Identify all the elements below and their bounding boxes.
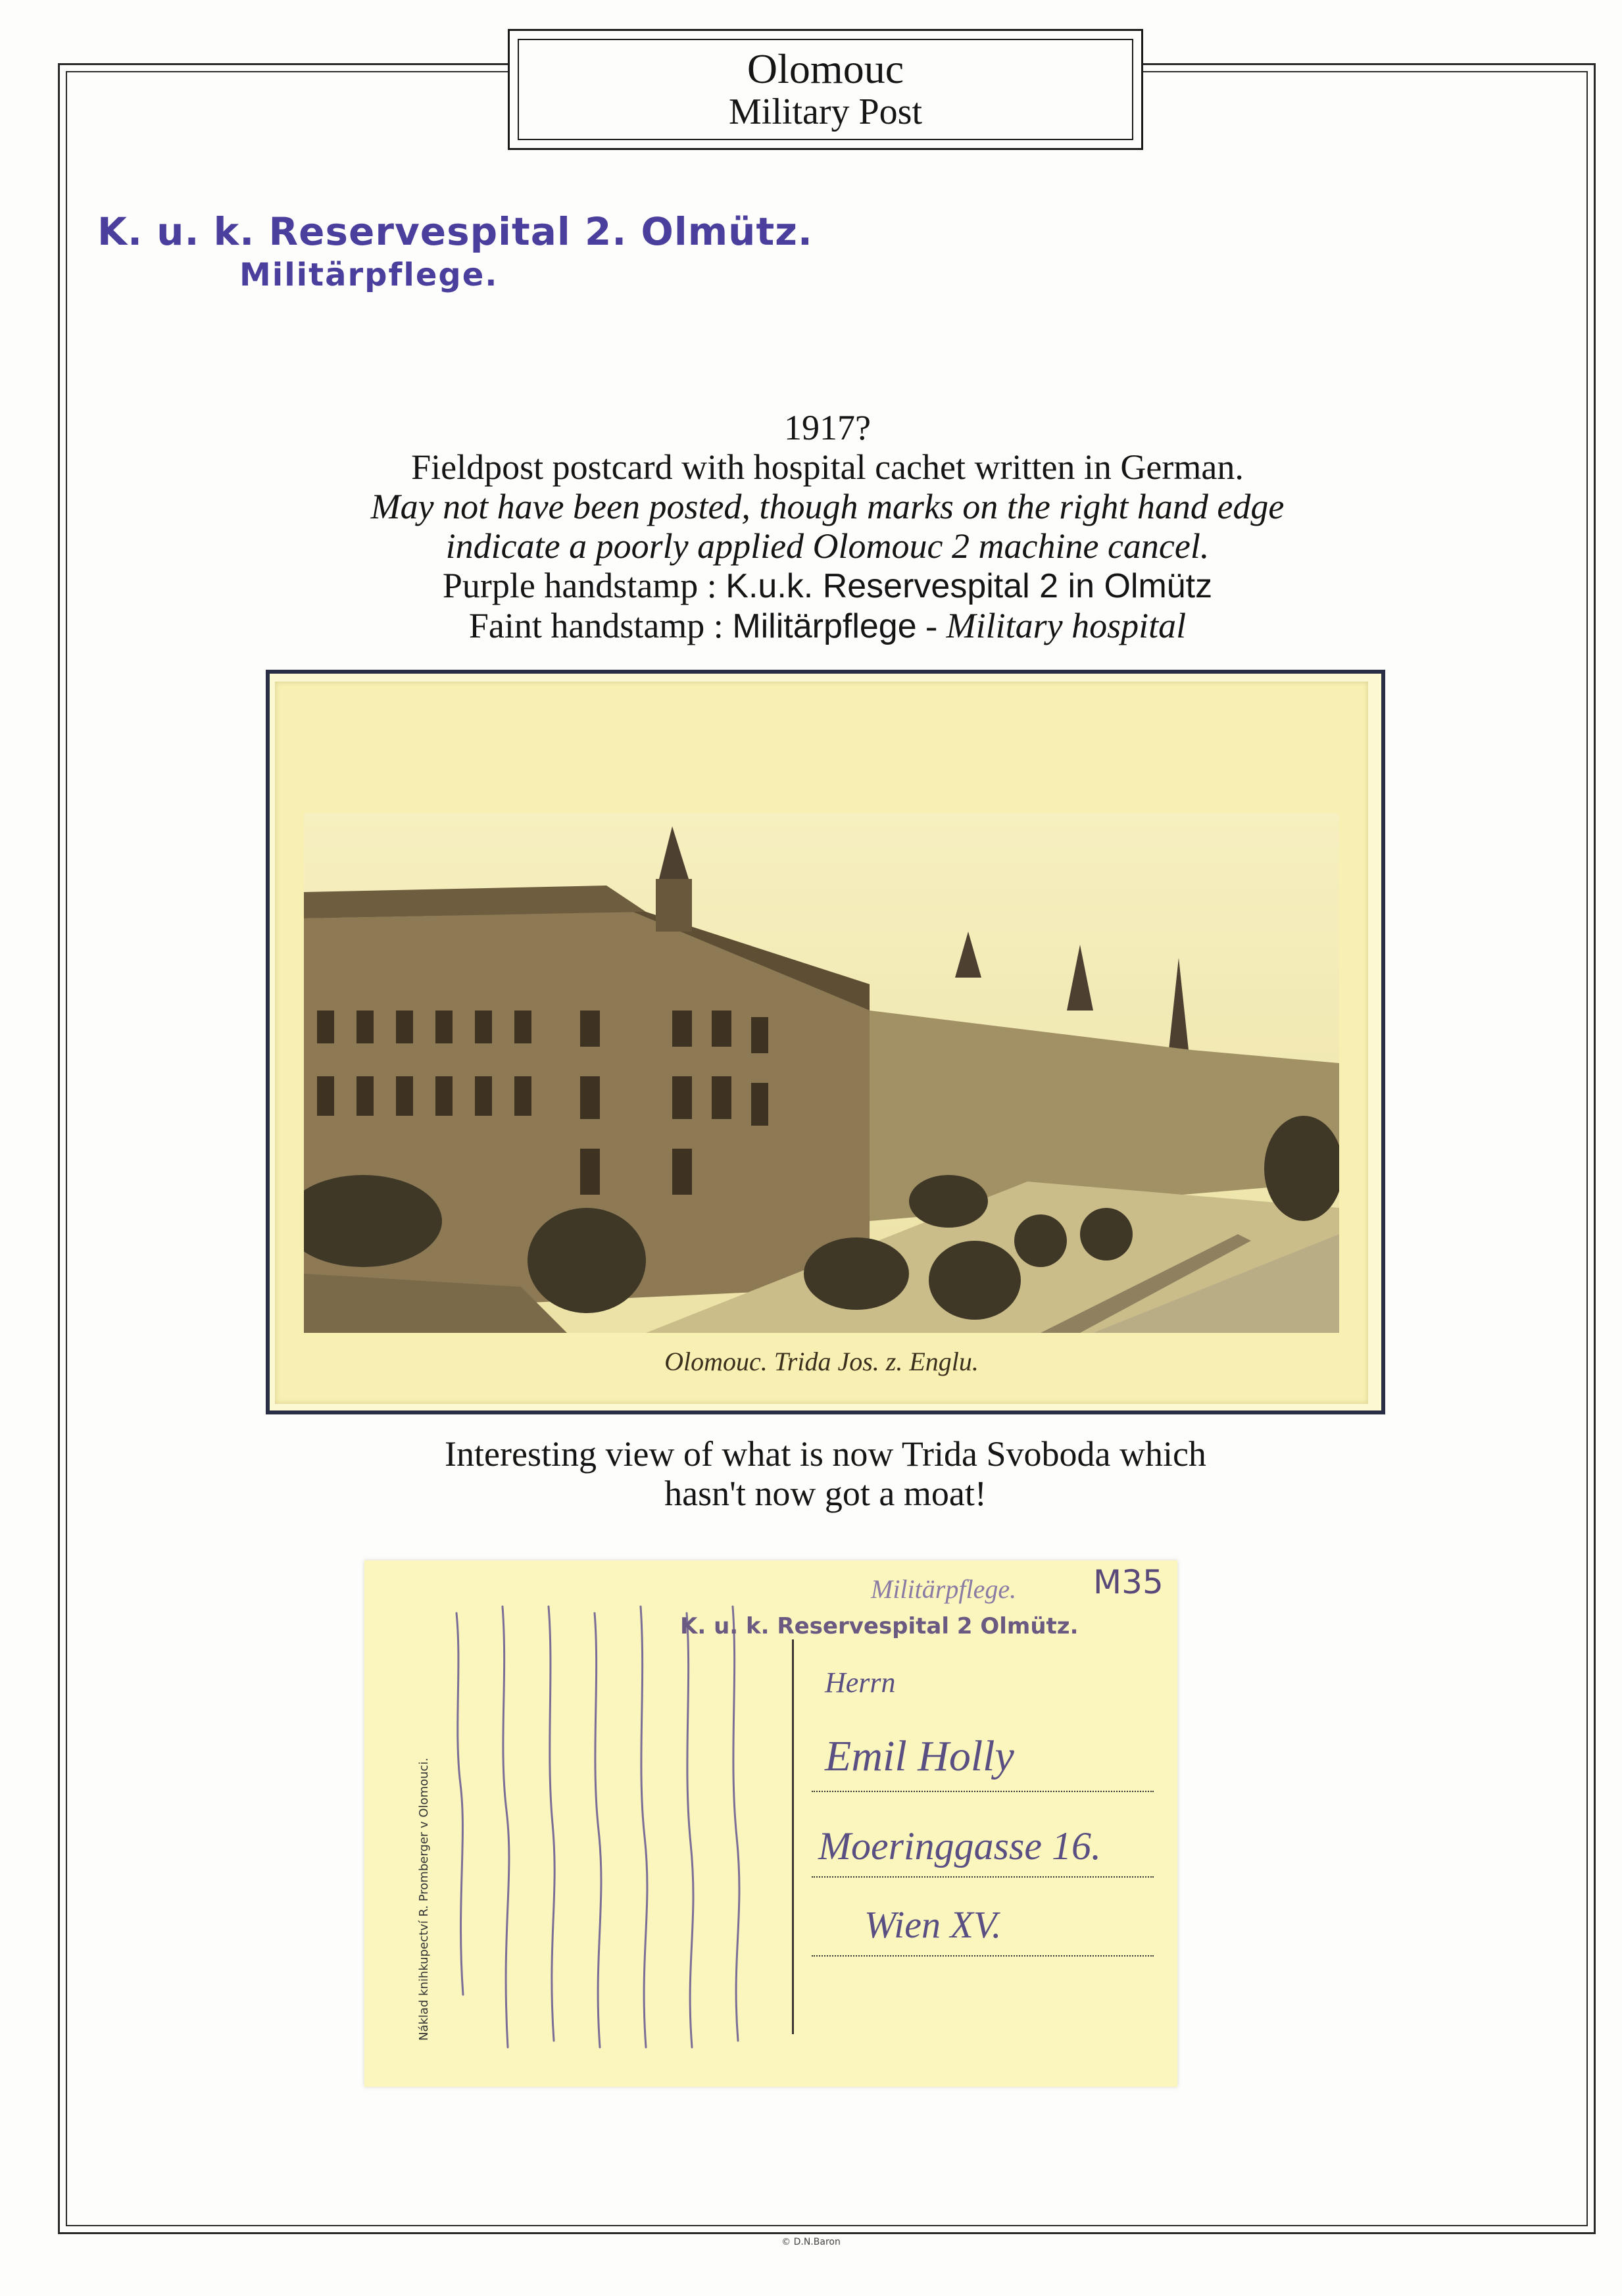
address-name: Emil Holly [825,1732,1014,1780]
cachet-line-2: Militärpflege. [239,257,499,293]
back-faint-stamp: Militärpflege. [871,1574,1017,1604]
description-year: 1917? [784,408,871,447]
back-hospital-stamp: K. u. k. Reservespital 2 Olmütz. [680,1613,1079,1639]
description-block [171,408,1484,646]
postcard-caption: Olomouc. Trida Jos. z. Englu. [664,1347,979,1376]
address-herrn: Herrn [825,1666,896,1699]
cachet-line-1: K. u. k. Reservespital 2. Olmütz. [97,209,813,254]
address-rule-3 [812,1955,1154,1957]
faint-handstamp-translation: Military hospital [946,606,1187,645]
street-view-illustration [304,813,1339,1333]
hospital-cachet [97,209,813,293]
comment-block [263,1434,1388,1513]
publisher-imprint: Náklad knihkupectví R. Promberger v Olomouci. [417,1757,431,2041]
purple-handstamp-value: K.u.k. Reservespital 2 in Olmütz [725,567,1213,605]
back-pencil-number: M35 [1093,1563,1164,1601]
address-city: Wien XV. [864,1903,1002,1946]
description-line-1: Fieldpost postcard with hospital cachet written in German. [411,447,1244,487]
copyright-footer: © D.N.Baron [781,2237,841,2247]
comment-line-2: hasn't now got a moat! [664,1474,987,1513]
description-line-2: May not have been posted, though marks on the right hand edge [370,487,1285,526]
page-title: Olomouc [747,45,904,92]
postcard-front-image [275,682,1368,1404]
address-divider [792,1639,794,2034]
address-rule-2 [812,1876,1154,1878]
title-box-inner [518,39,1133,140]
purple-handstamp-line [171,566,1484,606]
address-street: Moeringgasse 16. [818,1824,1101,1868]
page-subtitle: Military Post [728,91,923,132]
description-line-3: indicate a poorly applied Olomouc 2 machine cancel. [445,526,1210,566]
postcard-back-image [364,1560,1177,2087]
comment-line-1: Interesting view of what is now Trida Svoboda which [445,1434,1206,1474]
faint-handstamp-value: Militärpflege [732,607,917,645]
purple-handstamp-label: Purple handstamp : [442,566,726,605]
faint-handstamp-line [171,606,1484,646]
handwritten-message [430,1587,772,2060]
faint-handstamp-label: Faint handstamp : [468,606,733,645]
title-box [508,29,1143,150]
address-rule-1 [812,1791,1154,1792]
faint-handstamp-sep: - [916,606,946,645]
